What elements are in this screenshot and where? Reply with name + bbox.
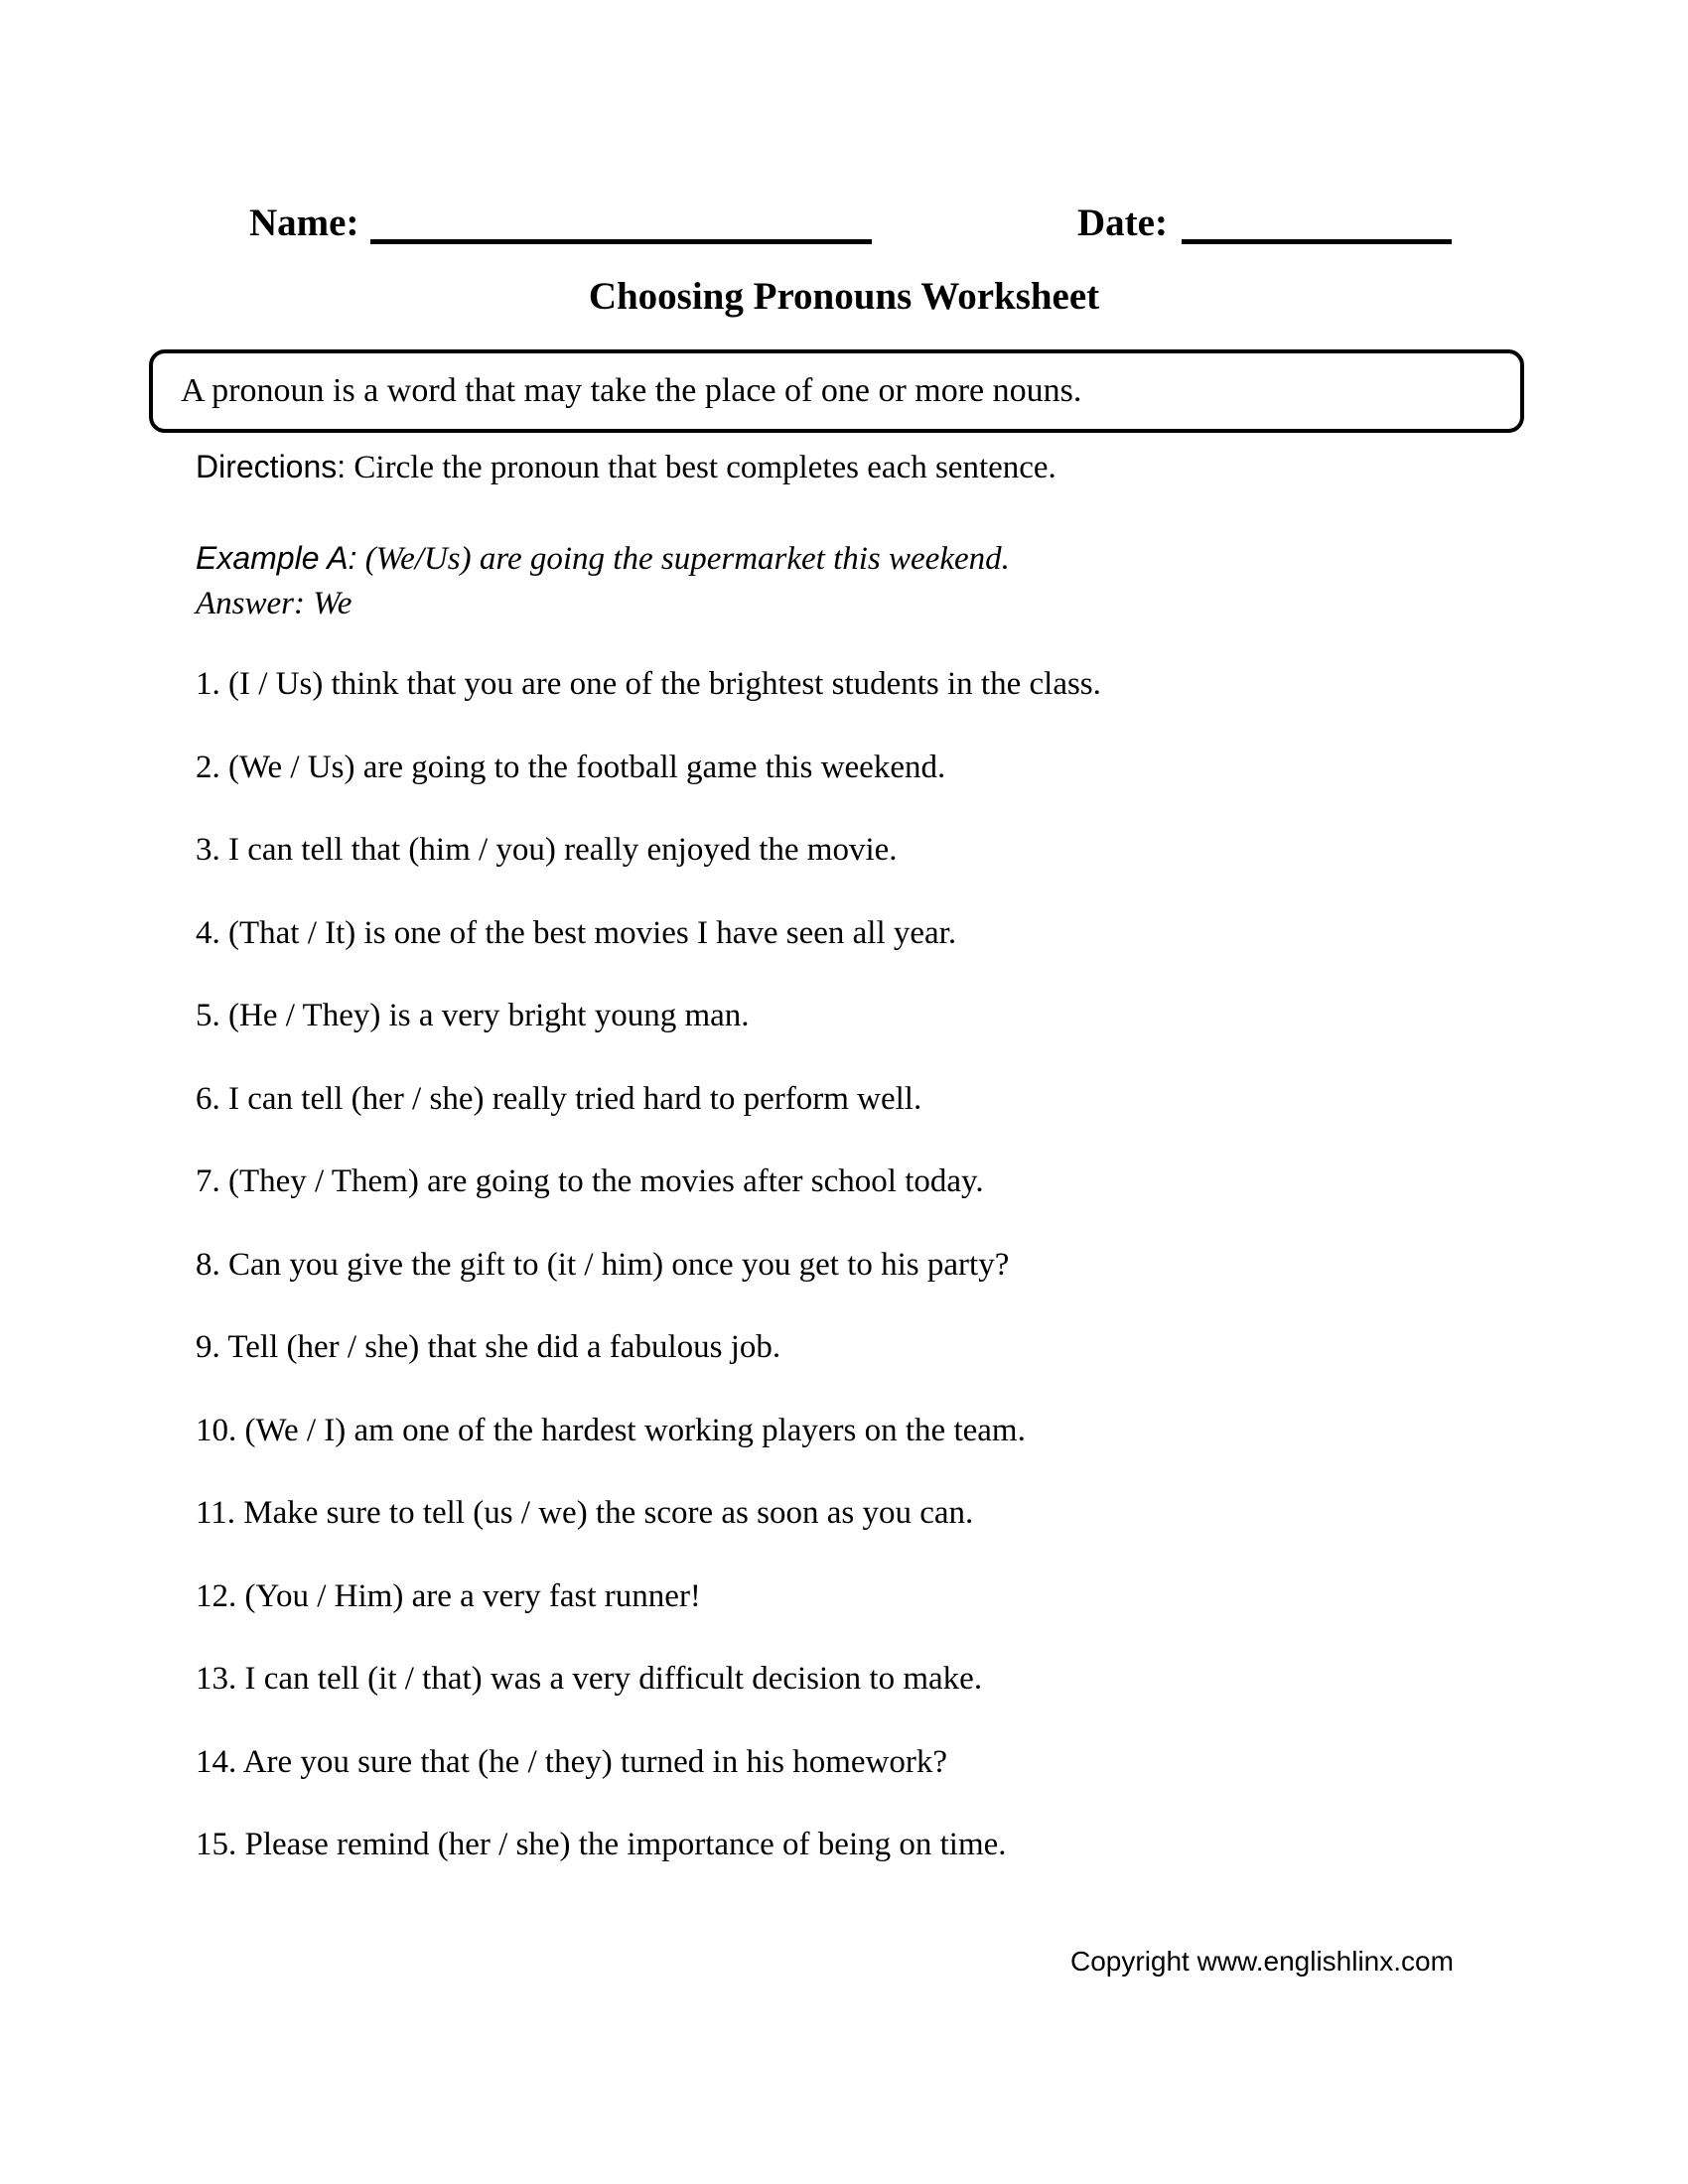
sentence-item: [196, 1638, 1628, 1721]
definition-text: A pronoun is a word that may take the place of one or more nouns.: [181, 372, 1082, 409]
item-number: 15.: [196, 1827, 237, 1862]
item-number: 9.: [196, 1329, 220, 1365]
item-number: 10.: [196, 1412, 237, 1448]
item-text: I can tell (it / that) was a very difficult decision to make.: [244, 1661, 983, 1697]
name-blank-line: [370, 239, 872, 244]
item-text: Please remind (her / she) the importance of being on time.: [244, 1827, 1007, 1862]
item-number: 13.: [196, 1661, 237, 1697]
item-text: (That / It) is one of the best movies I have seen all year.: [228, 914, 957, 951]
item-text: Can you give the gift to (it / him) once you get to his party?: [228, 1246, 1010, 1283]
item-text: (He / They) is a very bright young man.: [228, 998, 750, 1033]
item-text: (We / Us) are going to the football game this weekend.: [228, 749, 946, 785]
item-text: Tell (her / she) that she did a fabulous job.: [227, 1329, 781, 1365]
item-number: 6.: [196, 1080, 220, 1117]
item-number: 3.: [196, 832, 220, 868]
example-answer-line: Answer: We: [196, 586, 352, 621]
item-text: I can tell that (him / you) really enjoyed the movie.: [228, 832, 898, 868]
sentence-item: [196, 1058, 1628, 1142]
example-sentence-line: [196, 536, 1010, 582]
definition-box: [149, 349, 1524, 433]
item-number: 7.: [196, 1163, 220, 1199]
date-blank-line: [1182, 239, 1452, 244]
sentence-item: [196, 1141, 1628, 1224]
item-number: 8.: [196, 1246, 220, 1283]
item-number: 1.: [196, 666, 220, 702]
directions-line: [196, 449, 1056, 486]
item-number: 11.: [196, 1495, 236, 1531]
sentence-list: [196, 643, 1628, 1887]
item-text: (I / Us) think that you are one of the brightest students in the class.: [228, 666, 1101, 702]
directions-label: Directions:: [196, 449, 347, 484]
name-field-group: [249, 201, 872, 245]
name-date-row: [0, 201, 1688, 260]
date-field-group: [1077, 201, 1452, 245]
item-number: 5.: [196, 998, 220, 1033]
item-number: 12.: [196, 1577, 237, 1614]
item-text: (We / I) am one of the hardest working players on the team.: [244, 1412, 1026, 1448]
sentence-item: [196, 892, 1628, 976]
sentence-item: [196, 809, 1628, 892]
example-sentence: (We/Us) are going the supermarket this weekend.: [364, 541, 1010, 577]
date-label: Date:: [1077, 202, 1168, 244]
sentence-item: [196, 1721, 1628, 1805]
item-text: I can tell (her / she) really tried hard to perform well.: [228, 1080, 922, 1117]
item-number: 2.: [196, 749, 220, 785]
item-text: (They / Them) are going to the movies after school today.: [228, 1163, 984, 1199]
copyright-line: Copyright www.englishlinx.com: [1070, 1946, 1454, 1977]
sentence-item: [196, 975, 1628, 1058]
page-title: Choosing Pronouns Worksheet: [588, 275, 1100, 318]
sentence-item: [196, 1390, 1628, 1473]
sentence-item: [196, 1472, 1628, 1556]
sentence-item: [196, 727, 1628, 810]
sentence-item: [196, 1804, 1628, 1887]
item-text: Make sure to tell (us / we) the score as soon as you can.: [243, 1495, 974, 1531]
sentence-item: [196, 1306, 1628, 1390]
name-label: Name:: [249, 202, 359, 244]
item-number: 4.: [196, 914, 220, 951]
example-label: Example A:: [196, 540, 357, 576]
item-number: 14.: [196, 1743, 237, 1780]
sentence-item: [196, 1556, 1628, 1639]
directions-text: Circle the pronoun that best completes each sentence.: [353, 450, 1056, 485]
sentence-item: [196, 643, 1628, 727]
sentence-item: [196, 1224, 1628, 1307]
item-text: Are you sure that (he / they) turned in his homework?: [242, 1743, 947, 1780]
example-block: [196, 536, 1010, 626]
item-text: (You / Him) are a very fast runner!: [244, 1577, 701, 1614]
